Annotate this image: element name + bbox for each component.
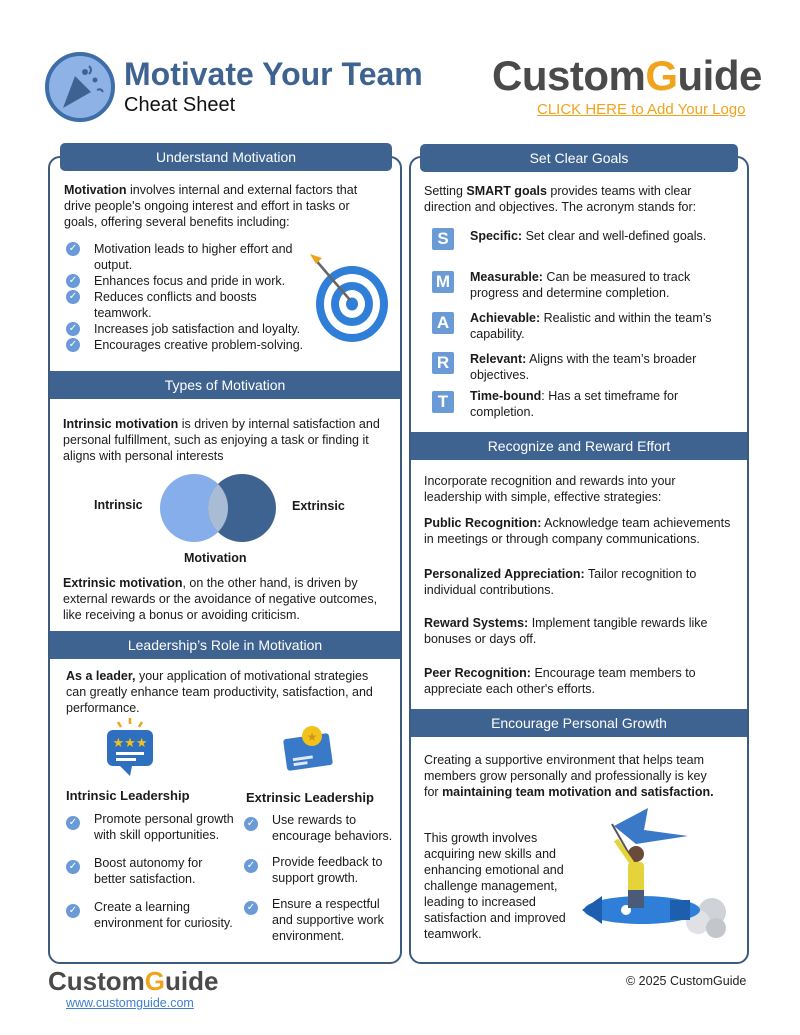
goals-heading: Set Clear Goals	[420, 144, 738, 172]
list-item: ✓ Provide feedback to support growth.	[242, 854, 394, 886]
types-heading: Types of Motivation	[50, 371, 400, 399]
motivation-venn-diagram	[160, 472, 276, 544]
recognize-heading: Recognize and Reward Effort	[411, 432, 747, 460]
check-icon: ✓	[244, 859, 258, 873]
recognize-item-personalized: Personalized Appreciation: Tailor recognition to individual contributions.	[424, 567, 697, 597]
list-item: ✓ Ensure a respectful and supportive work environment.	[242, 896, 394, 944]
check-icon: ✓	[66, 904, 80, 918]
venn-label-extrinsic: Extrinsic	[292, 499, 345, 513]
smart-letter-t: T	[432, 391, 454, 413]
venn-label-motivation: Motivation	[184, 551, 247, 565]
recognize-item-peer: Peer Recognition: Encourage team members to appreciate each other's efforts.	[424, 666, 696, 696]
check-icon: ✓	[66, 242, 80, 256]
check-icon: ✓	[66, 338, 80, 352]
understand-intro: Motivation involves internal and external factors that drive people's ongoing interest and effort in tasks or goals, offering several benefits including:	[64, 183, 358, 229]
check-icon: ✓	[66, 290, 80, 304]
svg-text:★★★: ★★★	[112, 736, 148, 751]
intrinsic-leadership-list	[64, 811, 234, 931]
rating-chat-icon	[104, 716, 156, 778]
leadership-intro: As a leader, your application of motivational strategies can greatly enhance team productivity, satisfaction, and performance.	[66, 669, 373, 715]
page-title: Motivate Your Team	[124, 56, 423, 92]
brand-logo: CustomGuide	[492, 52, 762, 99]
recognize-item-public: Public Recognition: Acknowledge team achievements in meetings or through company communications.	[424, 516, 731, 546]
svg-text:★: ★	[306, 730, 318, 744]
list-item: ✓ Create a learning environment for curiosity.	[64, 899, 234, 931]
footer-brand-logo: CustomGuide	[48, 966, 219, 996]
footer-website-link[interactable]: www.customguide.com	[66, 996, 194, 1010]
leadership-heading: Leadership’s Role in Motivation	[50, 631, 400, 659]
intrinsic-description: Intrinsic motivation is driven by internal satisfaction and personal fulfillment, such as enjoying a task or finding it aligns with personal interests	[63, 417, 380, 463]
list-item: ✓ Reduces conflicts and boosts teamwork.	[64, 289, 314, 321]
check-icon: ✓	[244, 817, 258, 831]
list-item: ✓ Encourages creative problem-solving.	[64, 337, 314, 353]
copyright-text: © 2025 CustomGuide	[626, 974, 747, 988]
growth-body: This growth involves acquiring new skills and enhancing emotional and challenge management, leading to increased satisfaction and improved teamwork.	[424, 831, 566, 941]
smart-item-specific: Specific: Set clear and well-defined goals.	[470, 229, 707, 243]
smart-letter-m: M	[432, 271, 454, 293]
smart-item-time-bound: Time-bound: Has a set timeframe for completion.	[470, 389, 679, 419]
smart-letter-a: A	[432, 312, 454, 334]
extrinsic-description: Extrinsic motivation, on the other hand, is driven by external rewards or the avoidance of negative outcomes, like receiving a bonus or avoiding criticism.	[63, 576, 378, 622]
smart-letter-r: R	[432, 352, 454, 374]
list-item: ✓ Enhances focus and pride in work.	[64, 273, 314, 289]
growth-heading: Encourage Personal Growth	[411, 709, 747, 737]
list-item: ✓ Promote personal growth with skill opportunities.	[64, 811, 234, 843]
recognize-intro: Incorporate recognition and rewards into your leadership with simple, effective strategies:	[424, 474, 676, 504]
list-item: ✓ Use rewards to encourage behaviors.	[242, 812, 394, 844]
certificate-icon	[282, 724, 336, 776]
check-icon: ✓	[244, 901, 258, 915]
page-subtitle: Cheat Sheet	[124, 94, 236, 116]
party-popper-icon	[45, 52, 115, 122]
growth-intro: Creating a supportive environment that helps team members grow personally and professionally is key for maintaining team motivation and satisfaction.	[424, 753, 714, 799]
understand-heading: Understand Motivation	[60, 143, 392, 171]
list-item: ✓ Increases job satisfaction and loyalty.	[64, 321, 314, 337]
recognize-item-reward: Reward Systems: Implement tangible rewards like bonuses or days off.	[424, 616, 708, 646]
list-item: ✓ Boost autonomy for better satisfaction.	[64, 855, 234, 887]
smart-item-relevant: Relevant: Aligns with the team’s broader objectives.	[470, 352, 697, 382]
check-icon: ✓	[66, 860, 80, 874]
smart-item-achievable: Achievable: Realistic and within the team’s capability.	[470, 311, 712, 341]
check-icon: ✓	[66, 274, 80, 288]
extrinsic-leadership-list	[242, 812, 394, 944]
check-icon: ✓	[66, 816, 80, 830]
extrinsic-leadership-title: Extrinsic Leadership	[246, 790, 374, 805]
add-logo-link[interactable]: CLICK HERE to Add Your Logo	[537, 101, 746, 118]
venn-label-intrinsic: Intrinsic	[94, 498, 143, 512]
intrinsic-leadership-title: Intrinsic Leadership	[66, 788, 190, 803]
smart-letter-s: S	[432, 228, 454, 250]
goals-intro: Setting SMART goals provides teams with clear direction and objectives. The acronym stands for:	[424, 184, 697, 214]
list-item: ✓ Motivation leads to higher effort and output.	[64, 241, 314, 273]
smart-item-measurable: Measurable: Can be measured to track progress and determine completion.	[470, 270, 691, 300]
target-icon	[308, 252, 394, 344]
check-icon: ✓	[66, 322, 80, 336]
benefits-list	[64, 241, 314, 353]
rocket-flag-illustration	[578, 800, 728, 944]
